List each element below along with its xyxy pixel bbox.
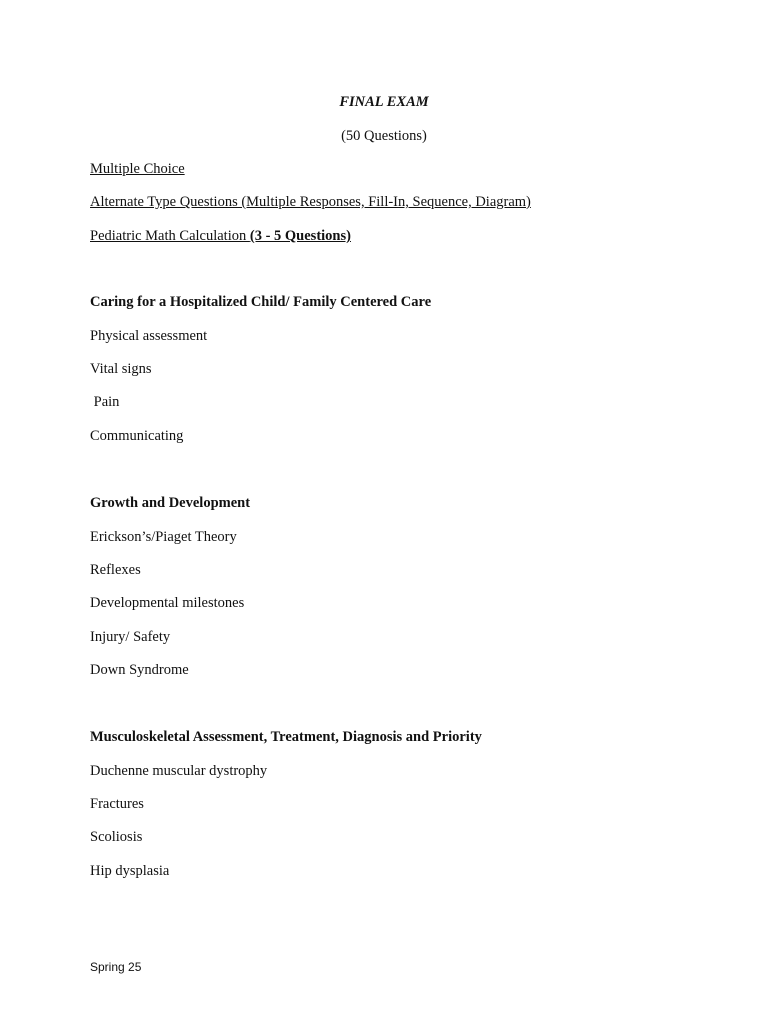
format-math bbox=[90, 227, 351, 245]
section-heading-growth: Growth and Development bbox=[90, 495, 251, 511]
page-footer: Spring 25 bbox=[90, 960, 142, 974]
list-item: Injury/ Safety bbox=[90, 629, 171, 645]
list-item: Pain bbox=[90, 394, 120, 410]
list-item: Hip dysplasia bbox=[90, 863, 170, 879]
exam-title: FINAL EXAM bbox=[339, 94, 429, 110]
list-item: Vital signs bbox=[90, 361, 152, 377]
list-item: Fractures bbox=[90, 796, 144, 812]
math-count: (3 - 5 Questions) bbox=[249, 228, 351, 244]
list-item: Down Syndrome bbox=[90, 662, 189, 678]
list-item: Physical assessment bbox=[90, 328, 208, 344]
list-item: Scoliosis bbox=[90, 829, 143, 845]
list-item: Duchenne muscular dystrophy bbox=[90, 763, 268, 779]
list-item: Erickson’s/Piaget Theory bbox=[90, 529, 237, 545]
math-label: Pediatric Math Calculation bbox=[90, 228, 250, 244]
list-item: Developmental milestones bbox=[90, 595, 245, 611]
format-multiple-choice: Multiple Choice bbox=[90, 161, 185, 177]
list-item: Reflexes bbox=[90, 562, 141, 578]
list-item: Communicating bbox=[90, 428, 184, 444]
section-heading-hospitalized: Caring for a Hospitalized Child/ Family Centered Care bbox=[90, 294, 432, 310]
format-alternate: Alternate Type Questions (Multiple Responses, Fill-In, Sequence, Diagram) bbox=[90, 194, 531, 210]
question-count: (50 Questions) bbox=[341, 128, 427, 144]
section-heading-musculoskeletal: Musculoskeletal Assessment, Treatment, Diagnosis and Priority bbox=[90, 729, 482, 745]
